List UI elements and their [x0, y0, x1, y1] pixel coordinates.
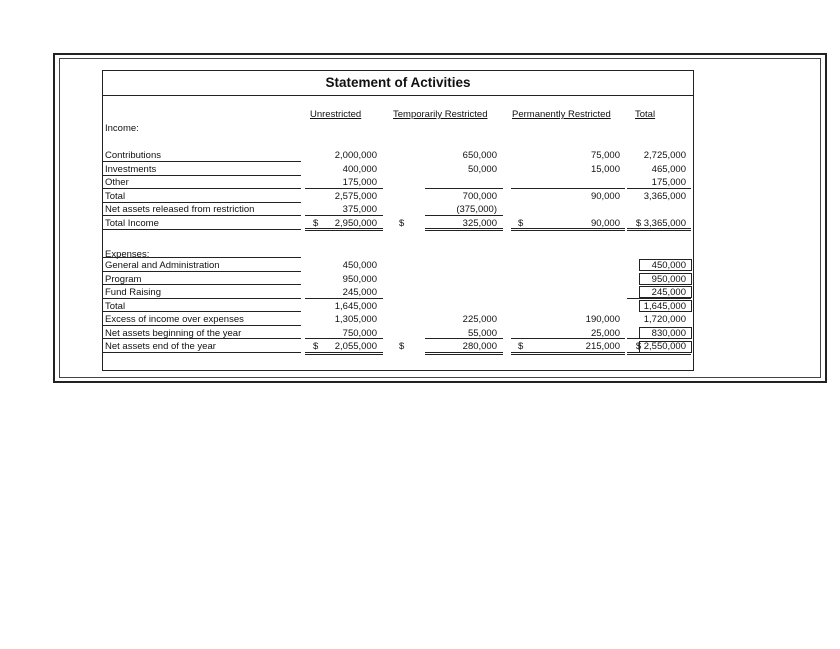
col-header-unrestricted: Unrestricted — [310, 109, 362, 120]
total-cell-box — [639, 341, 692, 353]
income-cell-tot: $ 3,365,000 — [635, 217, 686, 229]
expense-row-label: Fund Raising — [105, 287, 161, 298]
income-cell-tot: 175,000 — [651, 177, 686, 188]
expense-cell-tot: $ 2,550,000 — [635, 341, 686, 352]
expense-cell-p: 25,000 — [590, 327, 620, 339]
income-cell-t: 325,000 — [462, 217, 497, 229]
income-cell-u: 2,000,000 — [334, 150, 377, 161]
subtotal-rule — [305, 338, 383, 339]
col-header-total: Total — [635, 109, 656, 120]
income-cell-tot: 3,365,000 — [643, 190, 686, 202]
label-grid-line — [103, 352, 301, 353]
total-rule — [511, 228, 625, 229]
income-cell-u: 175,000 — [342, 177, 377, 188]
expense-cell-tot: 245,000 — [651, 287, 686, 298]
label-grid-line — [103, 188, 301, 189]
subtotal-rule — [627, 188, 691, 189]
title-divider — [103, 95, 693, 96]
income-row-label: Contributions — [105, 150, 161, 161]
subtotal-rule — [305, 188, 383, 189]
label-grid-line — [103, 202, 301, 203]
income-cell-p: 75,000 — [590, 150, 620, 161]
total-cell-box — [639, 300, 692, 312]
subtotal-rule — [425, 338, 503, 339]
income-row-label: Total Income — [105, 217, 159, 229]
expense-cell-tot: 830,000 — [651, 327, 686, 339]
col-header-permanently-restricted: Permanently Restricted — [512, 109, 611, 120]
total-rule — [425, 230, 503, 231]
income-cell-u: 375,000 — [342, 204, 377, 215]
income-section-label: Income: — [105, 123, 139, 134]
expense-row-label: Net assets beginning of the year — [105, 327, 242, 339]
expense-cell-t: 225,000 — [462, 314, 497, 325]
income-cell-p: 90,000 — [590, 190, 620, 202]
total-rule — [511, 352, 625, 353]
income-cell-u: 2,575,000 — [334, 190, 377, 202]
income-cell-u: 2,950,000 — [334, 217, 377, 229]
expense-cell-u: 1,645,000 — [334, 300, 377, 312]
income-cell-t: 50,000 — [467, 163, 497, 175]
label-grid-line — [103, 215, 301, 216]
expense-row-label: Program — [105, 273, 142, 285]
col-header-temporarily-restricted: Temporarily Restricted — [393, 109, 488, 120]
subtotal-rule — [511, 338, 625, 339]
expense-cell-u: 950,000 — [342, 273, 377, 285]
income-cell-p: 15,000 — [590, 163, 620, 175]
expense-cell-tot: 1,720,000 — [643, 314, 686, 325]
income-cell-t: 700,000 — [462, 190, 497, 202]
expense-cell-t: 55,000 — [467, 327, 497, 339]
subtotal-rule — [305, 215, 383, 216]
label-grid-line — [103, 338, 301, 339]
income-row-label: Net assets released from restriction — [105, 204, 255, 215]
currency-sign-permanently: $ — [518, 341, 524, 352]
expense-cell-p: 215,000 — [585, 341, 620, 352]
expense-row-label: Excess of income over expenses — [105, 314, 244, 325]
label-grid-line — [103, 325, 301, 326]
total-rule — [627, 228, 691, 229]
expense-cell-u: 450,000 — [342, 260, 377, 271]
income-row-label: Total — [105, 190, 126, 202]
income-cell-tot: 465,000 — [651, 163, 686, 175]
total-cell-box — [639, 286, 692, 298]
subtotal-rule — [305, 298, 383, 299]
income-cell-t: 650,000 — [462, 150, 497, 161]
statement-sheet — [102, 70, 694, 371]
total-rule — [305, 230, 383, 231]
expense-cell-p: 190,000 — [585, 314, 620, 325]
label-grid-line — [103, 175, 301, 176]
expense-cell-u: 1,305,000 — [334, 314, 377, 325]
currency-sign-unrestricted: $ — [313, 341, 319, 352]
currency-sign-temporarily: $ — [399, 217, 405, 229]
subtotal-rule — [425, 188, 503, 189]
label-grid-line — [103, 284, 301, 285]
label-grid-line — [103, 271, 301, 272]
income-cell-u: 400,000 — [342, 163, 377, 175]
expense-cell-tot: 450,000 — [651, 260, 686, 271]
income-row-label: Investments — [105, 163, 157, 175]
expense-row-label: Total — [105, 300, 126, 312]
income-row-label: Other — [105, 177, 129, 188]
total-cell-box — [639, 327, 692, 339]
label-grid-line — [103, 229, 301, 230]
expense-cell-u: 2,055,000 — [334, 341, 377, 352]
income-cell-t: (375,000) — [456, 204, 497, 215]
income-cell-tot: 2,725,000 — [643, 150, 686, 161]
expense-cell-t: 280,000 — [462, 341, 497, 352]
expense-cell-tot: 950,000 — [651, 273, 686, 285]
subtotal-rule — [511, 188, 625, 189]
total-rule — [511, 230, 625, 231]
expense-cell-tot: 1,645,000 — [643, 300, 686, 312]
expenses-section-label: Expenses: — [105, 249, 150, 260]
total-rule — [305, 354, 383, 355]
income-cell-p: 90,000 — [590, 217, 620, 229]
currency-sign-permanently: $ — [518, 217, 524, 229]
label-grid-line — [103, 311, 301, 312]
subtotal-rule — [425, 215, 503, 216]
currency-sign-temporarily: $ — [399, 341, 405, 352]
total-cell-box — [639, 273, 692, 285]
total-cell-box — [639, 259, 692, 271]
expense-row-label: General and Administration — [105, 260, 220, 271]
statement-title: Statement of Activities — [325, 75, 471, 90]
label-grid-line — [103, 257, 301, 258]
total-rule — [627, 230, 691, 231]
total-rule — [425, 354, 503, 355]
currency-sign-unrestricted: $ — [313, 217, 319, 229]
expense-cell-u: 750,000 — [342, 327, 377, 339]
expense-row-label: Net assets end of the year — [105, 341, 216, 352]
total-rule — [627, 354, 691, 355]
label-grid-line — [103, 298, 301, 299]
total-rule — [425, 352, 503, 353]
total-rule — [511, 354, 625, 355]
total-rule — [425, 228, 503, 229]
label-grid-line — [103, 161, 301, 162]
expense-cell-u: 245,000 — [342, 287, 377, 298]
